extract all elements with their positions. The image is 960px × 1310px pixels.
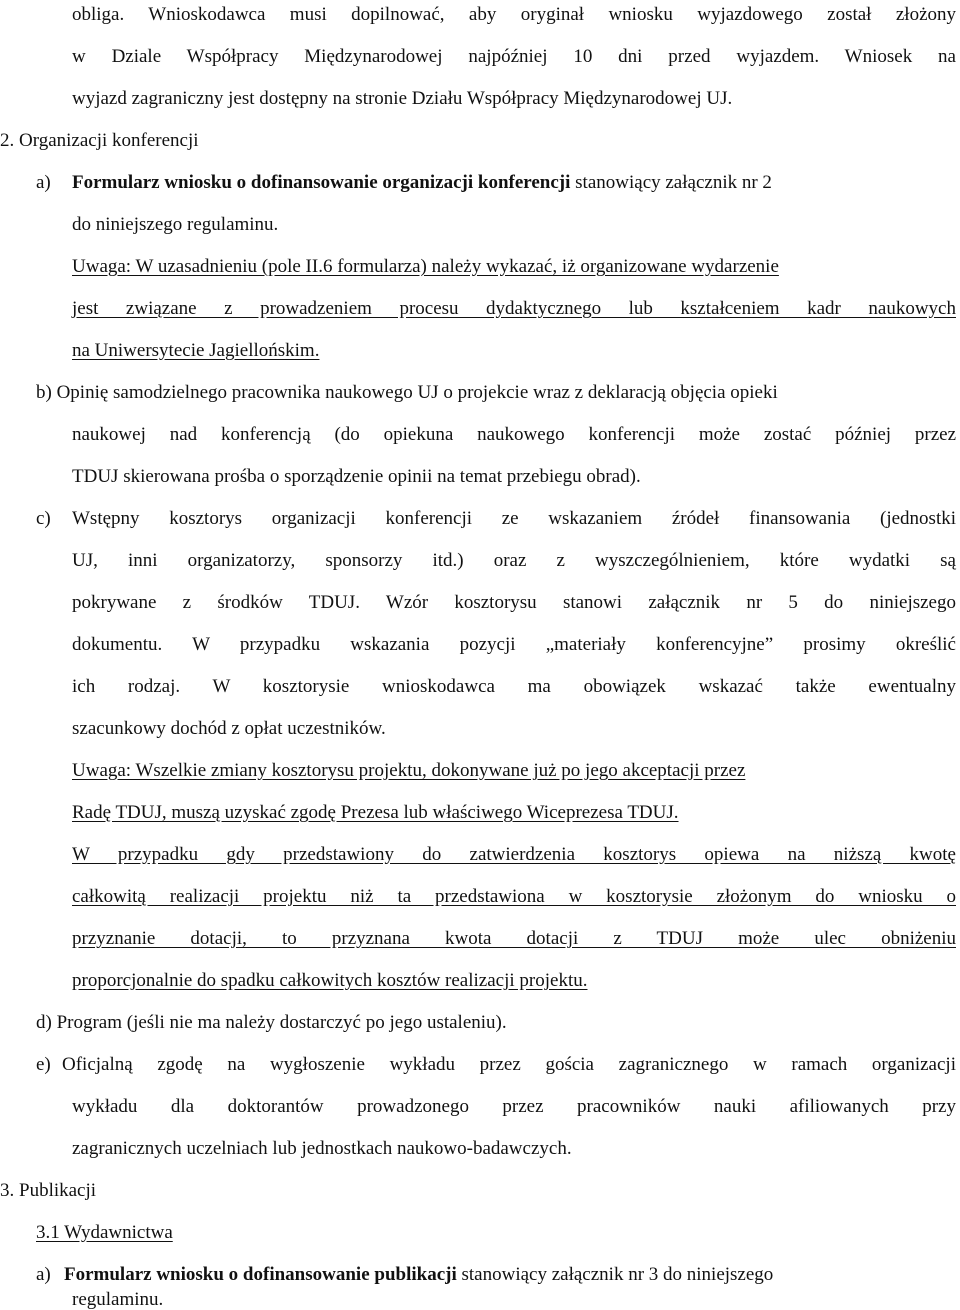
intro-line: obliga. Wnioskodawca musi dopilnować, aby oryginał wniosku wyjazdowego został złożony	[72, 4, 956, 25]
item-label: a)	[36, 1264, 51, 1285]
section-heading-3: 3. Publikacji	[0, 1180, 97, 1201]
subsection-heading: 3.1 Wydawnictwa	[36, 1222, 173, 1243]
item-label: a)	[36, 172, 51, 193]
note-line: na Uniwersytecie Jagiellońskim.	[72, 340, 320, 361]
item-b-line: TDUJ skierowana prośba o sporządzenie opinii na temat przebiegu obrad).	[72, 466, 641, 487]
item-e-label: e)	[36, 1054, 51, 1075]
item-text: stanowiący załącznik nr 2	[570, 172, 772, 193]
note-line: proporcjonalnie do spadku całkowitych kosztów realizacji projektu.	[72, 970, 588, 991]
intro-line: wyjazd zagraniczny jest dostępny na stronie Działu Współpracy Międzynarodowej UJ.	[72, 88, 733, 109]
item-e-line: wykładu dla doktorantów prowadzonego przez pracowników nauki afiliowanych przy	[72, 1096, 956, 1117]
form-title: Formularz wniosku o dofinansowanie organizacji konferencji	[72, 172, 571, 193]
note-line: Uwaga: W uzasadnieniu (pole II.6 formularza) należy wykazać, iż organizowane wydarzenie	[72, 256, 779, 277]
note-line: W przypadku gdy przedstawiony do zatwierdzenia kosztorys opiewa na niższą kwotę	[72, 844, 956, 865]
note-line: jest związane z prowadzeniem procesu dydaktycznego lub kształceniem kadr naukowych	[72, 298, 956, 319]
note-line: całkowitą realizacji projektu niż ta przedstawiona w kosztorysie złożonym do wniosku o	[72, 886, 956, 907]
section-heading-2: 2. Organizacji konferencji	[0, 130, 199, 151]
item-e-line: Oficjalną zgodę na wygłoszenie wykładu przez gościa zagranicznego w ramach organizacji	[62, 1054, 956, 1075]
item-d-line: d) Program (jeśli nie ma należy dostarczyć po jego ustaleniu).	[36, 1012, 507, 1033]
note-line: Uwaga: Wszelkie zmiany kosztorysu projektu, dokonywane już po jego akceptacji przez	[72, 760, 746, 781]
item-a-line	[36, 162, 772, 204]
item-c-label: c)	[36, 508, 51, 529]
note-line: Radę TDUJ, muszą uzyskać zgodę Prezesa lub właściwego Wiceprezesa TDUJ.	[72, 802, 679, 823]
item-b-line: naukowej nad konferencją (do opiekuna naukowego konferencji może zostać później przez	[72, 424, 956, 445]
item-c-line: dokumentu. W przypadku wskazania pozycji „materiały konferencyjne” prosimy określić	[72, 634, 956, 655]
item-b-line: b) Opinię samodzielnego pracownika naukowego UJ o projekcie wraz z deklaracją objęcia opieki	[36, 382, 778, 403]
intro-line: w Dziale Współpracy Międzynarodowej najpóźniej 10 dni przed wyjazdem. Wniosek na	[72, 46, 956, 67]
item-e-line: zagranicznych uczelniach lub jednostkach naukowo-badawczych.	[72, 1138, 572, 1159]
item-c-line: UJ, inni organizatorzy, sponsorzy itd.) oraz z wyszczególnieniem, które wydatki są	[72, 550, 956, 571]
item-c-line: Wstępny kosztorys organizacji konferencji ze wskazaniem źródeł finansowania (jednostki	[72, 508, 956, 529]
item-a-line: regulaminu.	[72, 1289, 164, 1310]
item-c-line: szacunkowy dochód z opłat uczestników.	[72, 718, 386, 739]
item-text: stanowiący załącznik nr 3 do niniejszego	[456, 1264, 774, 1285]
note-line: przyznanie dotacji, to przyznana kwota dotacji z TDUJ może ulec obniżeniu	[72, 928, 956, 949]
form-title: Formularz wniosku o dofinansowanie publikacji	[64, 1264, 457, 1285]
item-c-line: pokrywane z środków TDUJ. Wzór kosztorysu stanowi załącznik nr 5 do niniejszego	[72, 592, 956, 613]
item-c-line: ich rodzaj. W kosztorysie wnioskodawca ma obowiązek wskazać także ewentualny	[72, 676, 956, 697]
item-a-line: do niniejszego regulaminu.	[72, 214, 279, 235]
